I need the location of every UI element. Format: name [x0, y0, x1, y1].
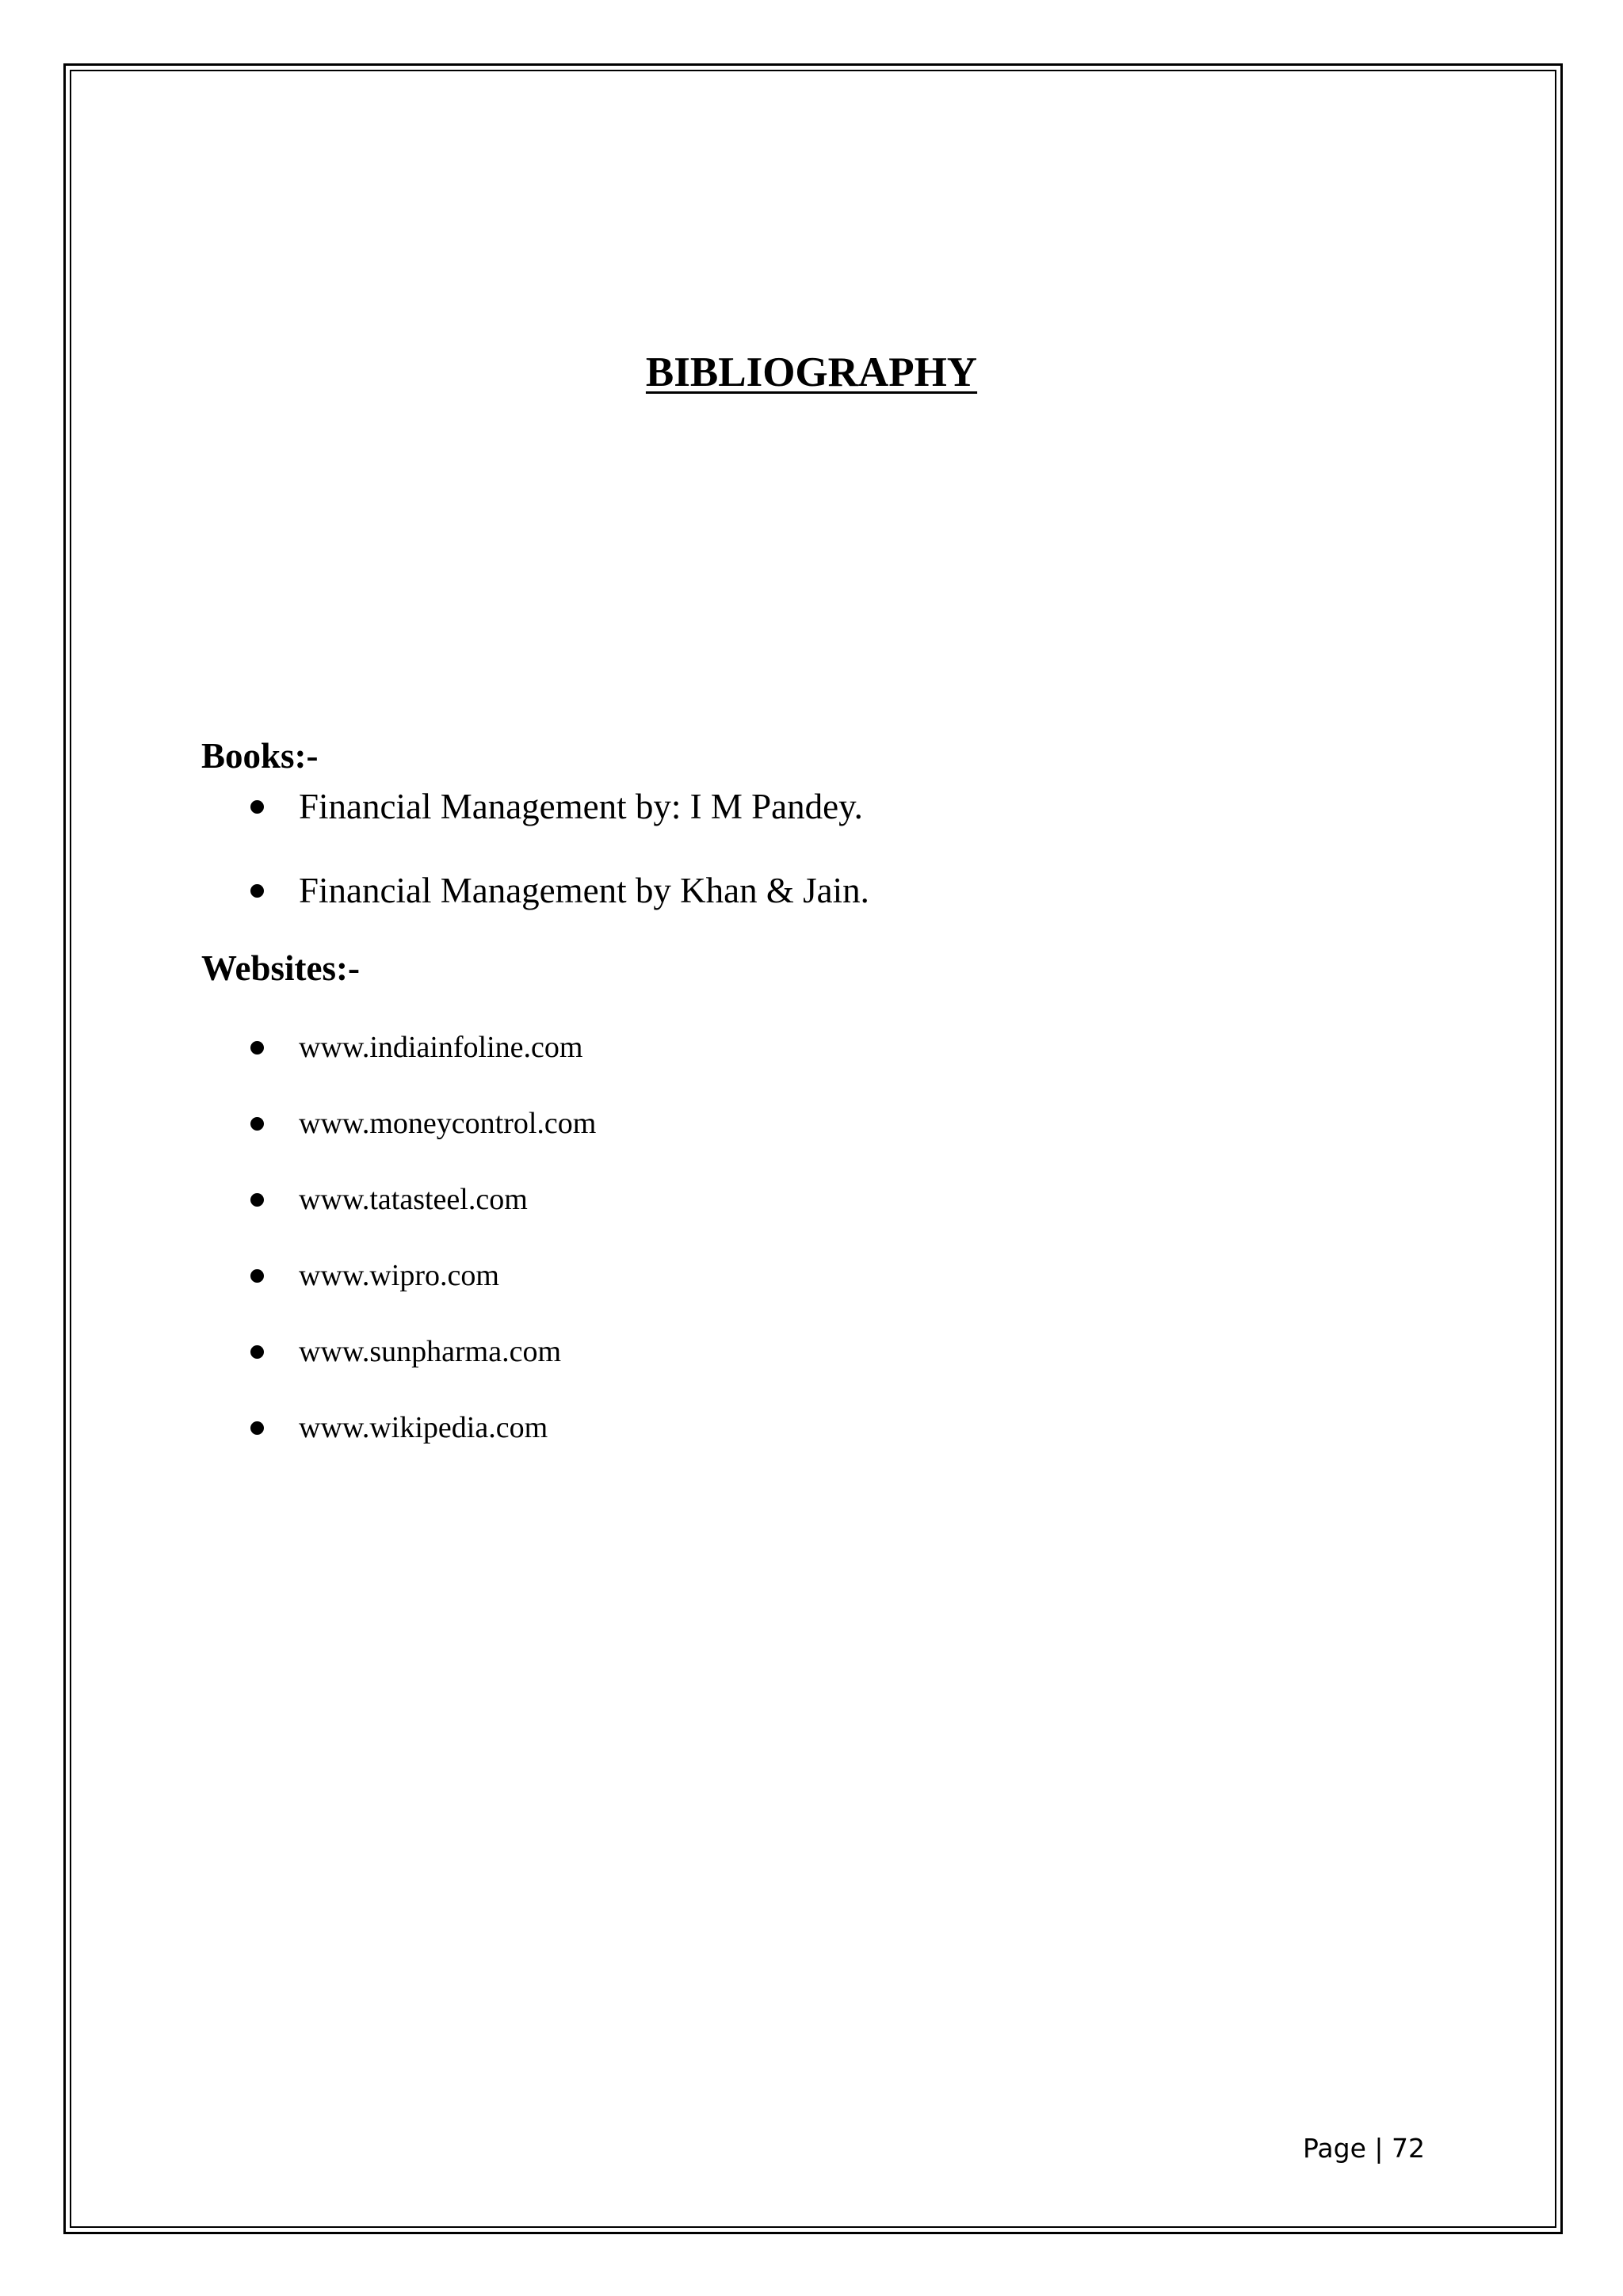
bullet-icon: [250, 1041, 264, 1055]
book-entry: Financial Management by Khan & Jain.: [299, 871, 869, 910]
book-list-item: [250, 784, 863, 829]
bullet-icon: [250, 800, 264, 814]
website-entry: www.indiainfoline.com: [299, 1031, 583, 1064]
website-list-item: [250, 1028, 582, 1066]
books-heading: Books:-: [201, 736, 319, 776]
page-title: [0, 347, 1623, 398]
website-entry: www.wipro.com: [299, 1259, 499, 1292]
website-entry: www.tatasteel.com: [299, 1183, 528, 1216]
book-entry: Financial Management by: I M Pandey.: [299, 787, 863, 826]
website-list-item: [250, 1180, 528, 1219]
bullet-icon: [250, 1345, 264, 1359]
website-list-item: [250, 1257, 499, 1295]
website-list-item: [250, 1104, 596, 1142]
website-entry: www.wikipedia.com: [299, 1411, 548, 1444]
bullet-icon: [250, 1193, 264, 1207]
website-entry: www.moneycontrol.com: [299, 1107, 597, 1140]
bullet-icon: [250, 1117, 264, 1131]
website-list-item: [250, 1333, 561, 1371]
bullet-icon: [250, 884, 264, 898]
book-list-item: [250, 868, 869, 913]
website-entry: www.sunpharma.com: [299, 1335, 562, 1368]
website-list-item: [250, 1409, 548, 1447]
websites-heading: Websites:-: [201, 948, 360, 988]
bullet-icon: [250, 1269, 264, 1283]
page-number: Page | 72: [1303, 2133, 1425, 2164]
page-title-text: BIBLIOGRAPHY: [645, 349, 978, 395]
bullet-icon: [250, 1421, 264, 1435]
